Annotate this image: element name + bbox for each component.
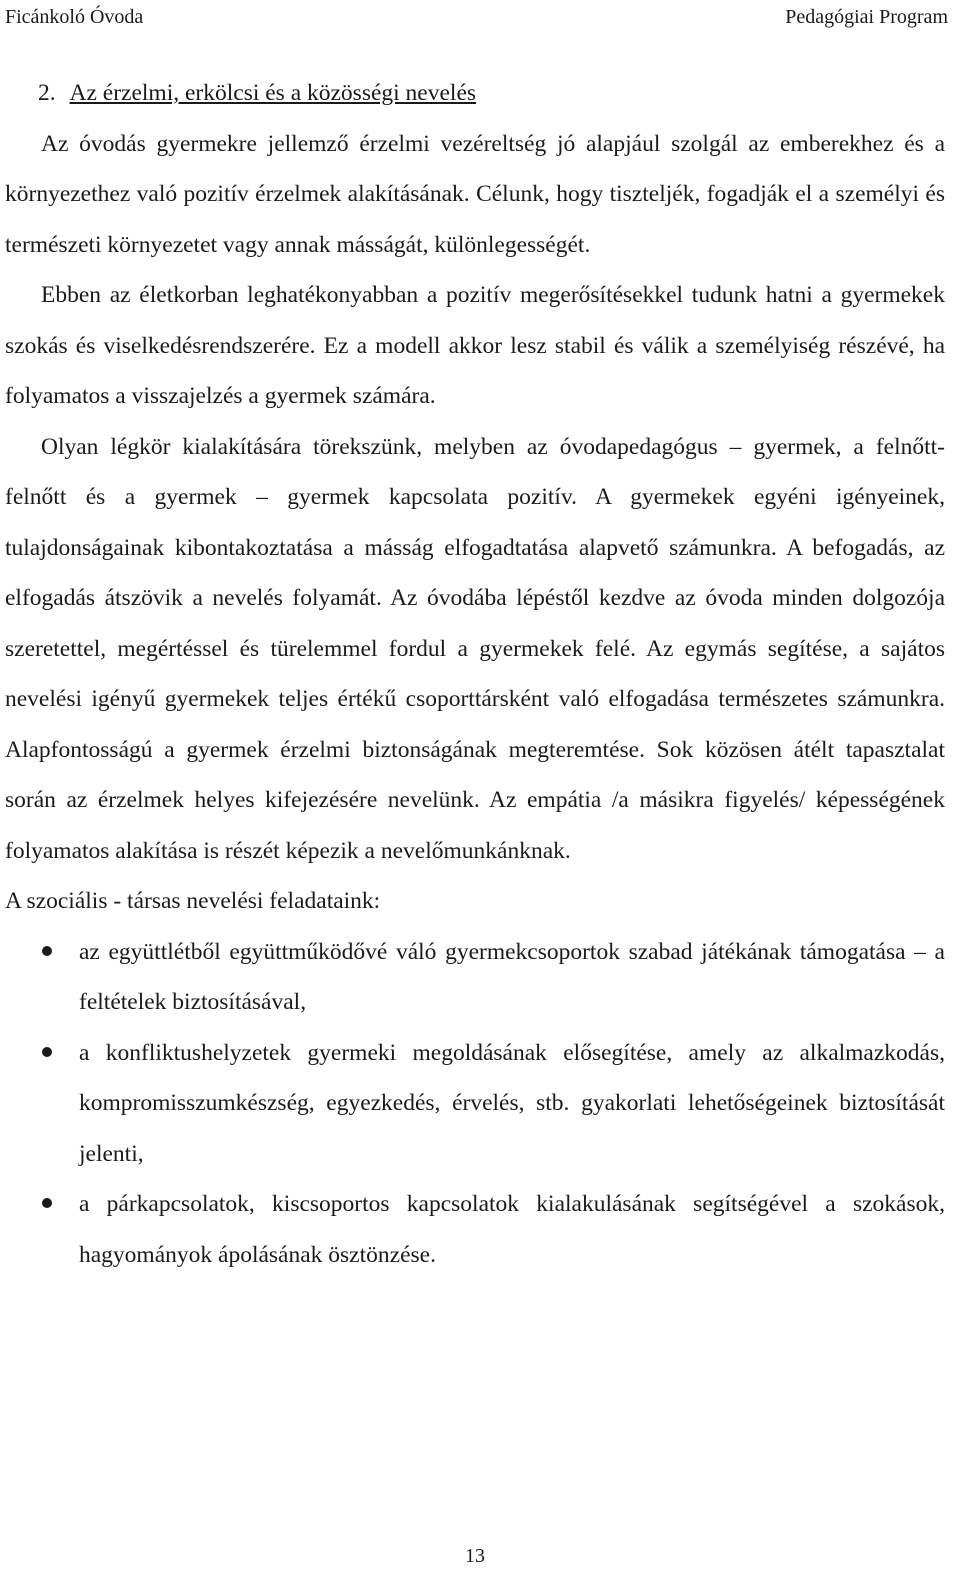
- paragraph: Ebben az életkorban leghatékonyabban a pozitív megerősítésekkel tudunk hatni a gyermekek szokás és viselkedésrendszerére. Ez a modell akkor lesz stabil és válik a személyiség részévé, ha folyamatos a visszajelzés a gyermek számára.: [5, 282, 945, 409]
- list-item: [5, 1179, 945, 1280]
- bullet-icon: [42, 1047, 52, 1057]
- section-title: Az érzelmi, erkölcsi és a közösségi nevelés: [69, 80, 477, 106]
- bullet-icon: [42, 946, 52, 956]
- list-item-text: az együttlétből együttműködővé váló gyermekcsoportok szabad játékának támogatása – a feltételek biztosításával,: [79, 938, 945, 1015]
- list-item-text: a párkapcsolatok, kiscsoportos kapcsolatok kialakulásának segítségével a szokások, hagyományok ápolásának ösztönzése.: [79, 1191, 945, 1268]
- paragraph: Olyan légkör kialakítására törekszünk, melyben az óvodapedagógus – gyermek, a felnőtt-felnőtt és a gyermek – gyermek kapcsolata pozitív. A gyermekek egyéni igényeinek, tulajdonságainak kibontakoztatása a másság elfogadtatása alapvető számunkra. A befogadás, az elfogadás átszövik a nevelés folyamát. Az óvodába lépéstől kezdve az óvoda minden dolgozója szeretettel, megértéssel és türelemmel fordul a gyermekek felé. Az egymás segítése, a sajátos nevelési igényű gyermekek teljes értékű csoporttársként való elfogadása természetes számunkra. Alapfontosságú a gyermek érzelmi biztonságának megteremtése. Sok közösen átélt tapasztalat során az érzelmek helyes kifejezésére nevelünk. Az empátia /a másikra figyelés/ képességének folyamatos alakítása is részét képezik a nevelőmunkánknak.: [5, 433, 945, 864]
- tasks-heading: A szociális - társas nevelési feladataink:: [5, 888, 381, 914]
- list-item-text: a konfliktushelyzetek gyermeki megoldásának elősegítése, amely az alkalmazkodás, kompromisszumkészség, egyezkedés, érvelés, stb. gyakorlati lehetőségeinek biztosítását jelenti,: [79, 1039, 945, 1167]
- page-header: [5, 4, 948, 30]
- page-number: 13: [465, 1545, 485, 1567]
- list-item: [5, 1028, 945, 1180]
- page-content: [5, 68, 945, 1280]
- bullet-icon: [42, 1198, 52, 1208]
- paragraph: Az óvodás gyermekre jellemző érzelmi vezéreltség jó alapjául szolgál az emberekhez és a környezethez való pozitív érzelmek alakításának. Célunk, hogy tiszteljék, fogadják el a személyi és természeti környezetet vagy annak másságát, különlegességét.: [5, 130, 945, 258]
- section-number: 2.: [38, 80, 56, 106]
- header-school-name: Ficánkoló Óvoda: [5, 6, 144, 28]
- tasks-list: [5, 927, 945, 1281]
- header-document-title: Pedagógiai Program: [785, 6, 948, 28]
- section-heading: [5, 68, 945, 119]
- list-item: [5, 927, 945, 1028]
